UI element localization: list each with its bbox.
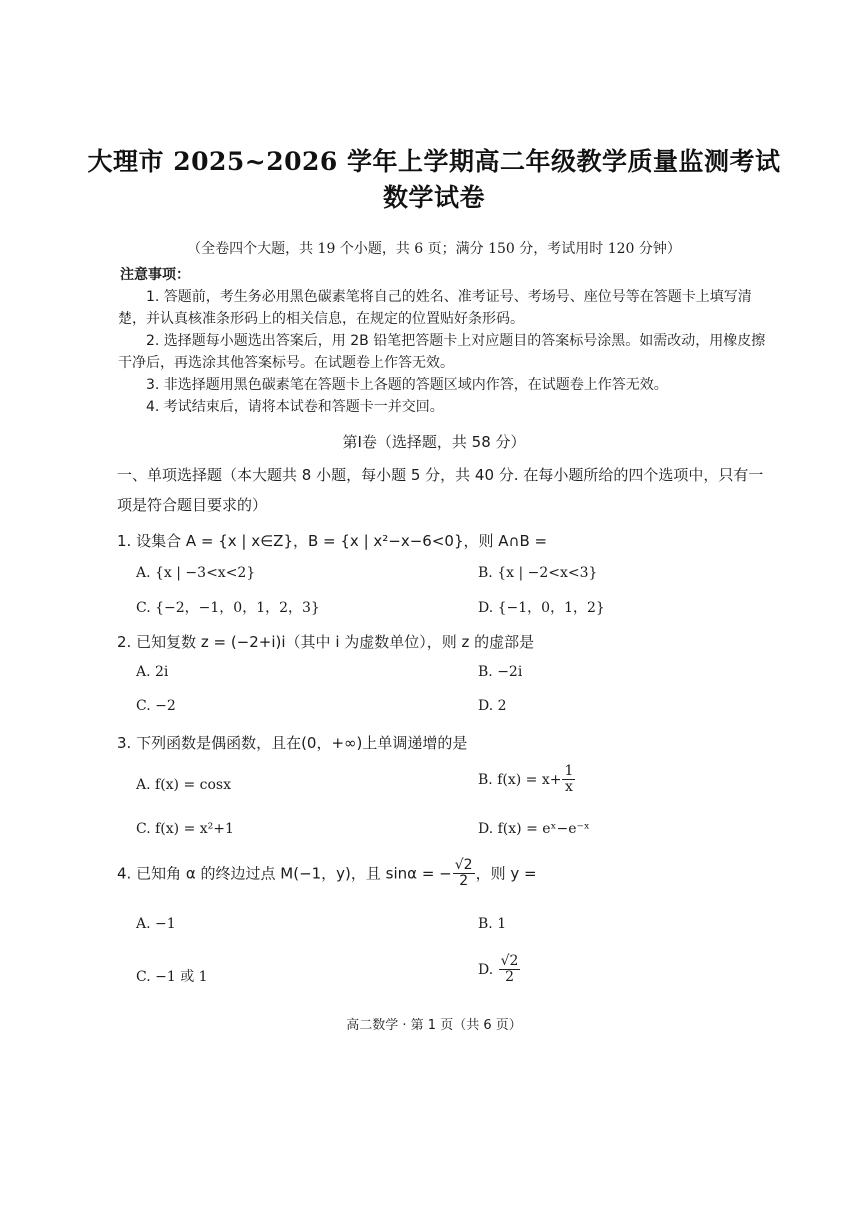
question-3-stem: 3. 下列函数是偶函数，且在(0，+∞)上单调递增的是	[117, 734, 468, 752]
question-2-option-a: A. 2i	[136, 664, 169, 680]
question-4-option-d-fraction	[499, 954, 521, 986]
fraction-numerator: √2	[500, 953, 519, 969]
fraction-numerator: √2	[454, 857, 473, 873]
notice-item-4	[118, 396, 770, 418]
notice-item-2	[118, 330, 770, 374]
question-4-stem	[117, 858, 537, 890]
question-3-option-d: D. f(x) = eˣ−e⁻ˣ	[478, 821, 590, 837]
question-3-option-c: C. f(x) = x²+1	[136, 821, 234, 837]
section-heading: 一、单项选择题（本大题共 8 小题，每小题 5 分，共 40 分. 在每小题所给的四个选项中，只有一项是符合题目要求的）	[117, 466, 764, 514]
notice-item-3	[118, 374, 770, 396]
notice-item-1-text: 1. 答题前，考生务必用黑色碳素笔将自己的姓名、准考证号、考场号、座位号等在答题卡上填写清楚，并认真核准条形码上的相关信息，在规定的位置贴好条形码。	[118, 289, 752, 327]
question-4-stem-prefix: 4. 已知角 α 的终边过点 M(−1，y)，且 sinα = −	[117, 864, 452, 883]
fraction-denominator: 2	[459, 873, 469, 890]
question-4-option-c: C. −1 或 1	[136, 969, 208, 985]
question-3-option-a: A. f(x) = cosx	[136, 777, 231, 793]
question-1-option-d: D. {−1，0，1，2}	[478, 600, 605, 616]
part-heading: 第Ⅰ卷（选择题，共 58 分）	[342, 433, 526, 451]
question-2-stem: 2. 已知复数 z = (−2+i)i（其中 i 为虚数单位），则 z 的虚部是	[117, 633, 535, 651]
fraction-denominator: 2	[505, 969, 515, 986]
notice-item-1	[118, 286, 770, 330]
notice-item-3-text: 3. 非选择题用黑色碳素笔在答题卡上各题的答题区域内作答，在试题卷上作答无效。	[146, 377, 668, 393]
question-4-option-b: B. 1	[478, 916, 507, 932]
exam-title: 大理市 2025~2026 学年上学期高二年级教学质量监测考试	[87, 147, 781, 176]
notice-heading: 注意事项：	[120, 267, 190, 283]
question-1-option-c: C. {−2，−1，0，1，2，3}	[136, 600, 320, 616]
question-1-stem: 1. 设集合 A = {x | x∈Z}，B = {x | x²−x−6<0}，则 A∩B =	[117, 532, 548, 550]
question-2-option-c: C. −2	[136, 698, 176, 714]
notice-item-2-text: 2. 选择题每小题选出答案后，用 2B 铅笔把答题卡上对应题目的答案标号涂黑。如需改动，用橡皮擦干净后，再选涂其他答案标号。在试题卷上作答无效。	[118, 333, 766, 371]
question-4-stem-suffix: ，则 y =	[475, 864, 537, 883]
notice-item-4-text: 4. 考试结束后，请将本试卷和答题卡一并交回。	[146, 399, 444, 415]
question-4-option-a: A. −1	[136, 916, 176, 932]
fraction-denominator: x	[564, 779, 573, 796]
fraction-numerator: 1	[564, 763, 574, 779]
question-2-option-d: D. 2	[478, 698, 507, 714]
question-1-option-b: B. {x | −2<x<3}	[478, 565, 598, 581]
exam-summary: （全卷四个大题，共 19 个小题，共 6 页；满分 150 分，考试用时 120 分钟）	[187, 241, 681, 257]
question-3-option-b	[478, 764, 576, 796]
question-4-option-d	[478, 954, 521, 986]
exam-subtitle: 数学试卷	[382, 183, 485, 212]
question-1-option-a: A. {x | −3<x<2}	[136, 565, 256, 581]
question-4-stem-fraction	[453, 858, 475, 890]
question-3-option-b-fraction	[562, 764, 575, 796]
page-footer: 高二数学 · 第 1 页（共 6 页）	[346, 1018, 522, 1033]
question-4-option-d-prefix: D.	[478, 961, 494, 978]
question-3-option-b-prefix: B. f(x) = x+	[478, 771, 562, 788]
question-2-option-b: B. −2i	[478, 664, 523, 680]
